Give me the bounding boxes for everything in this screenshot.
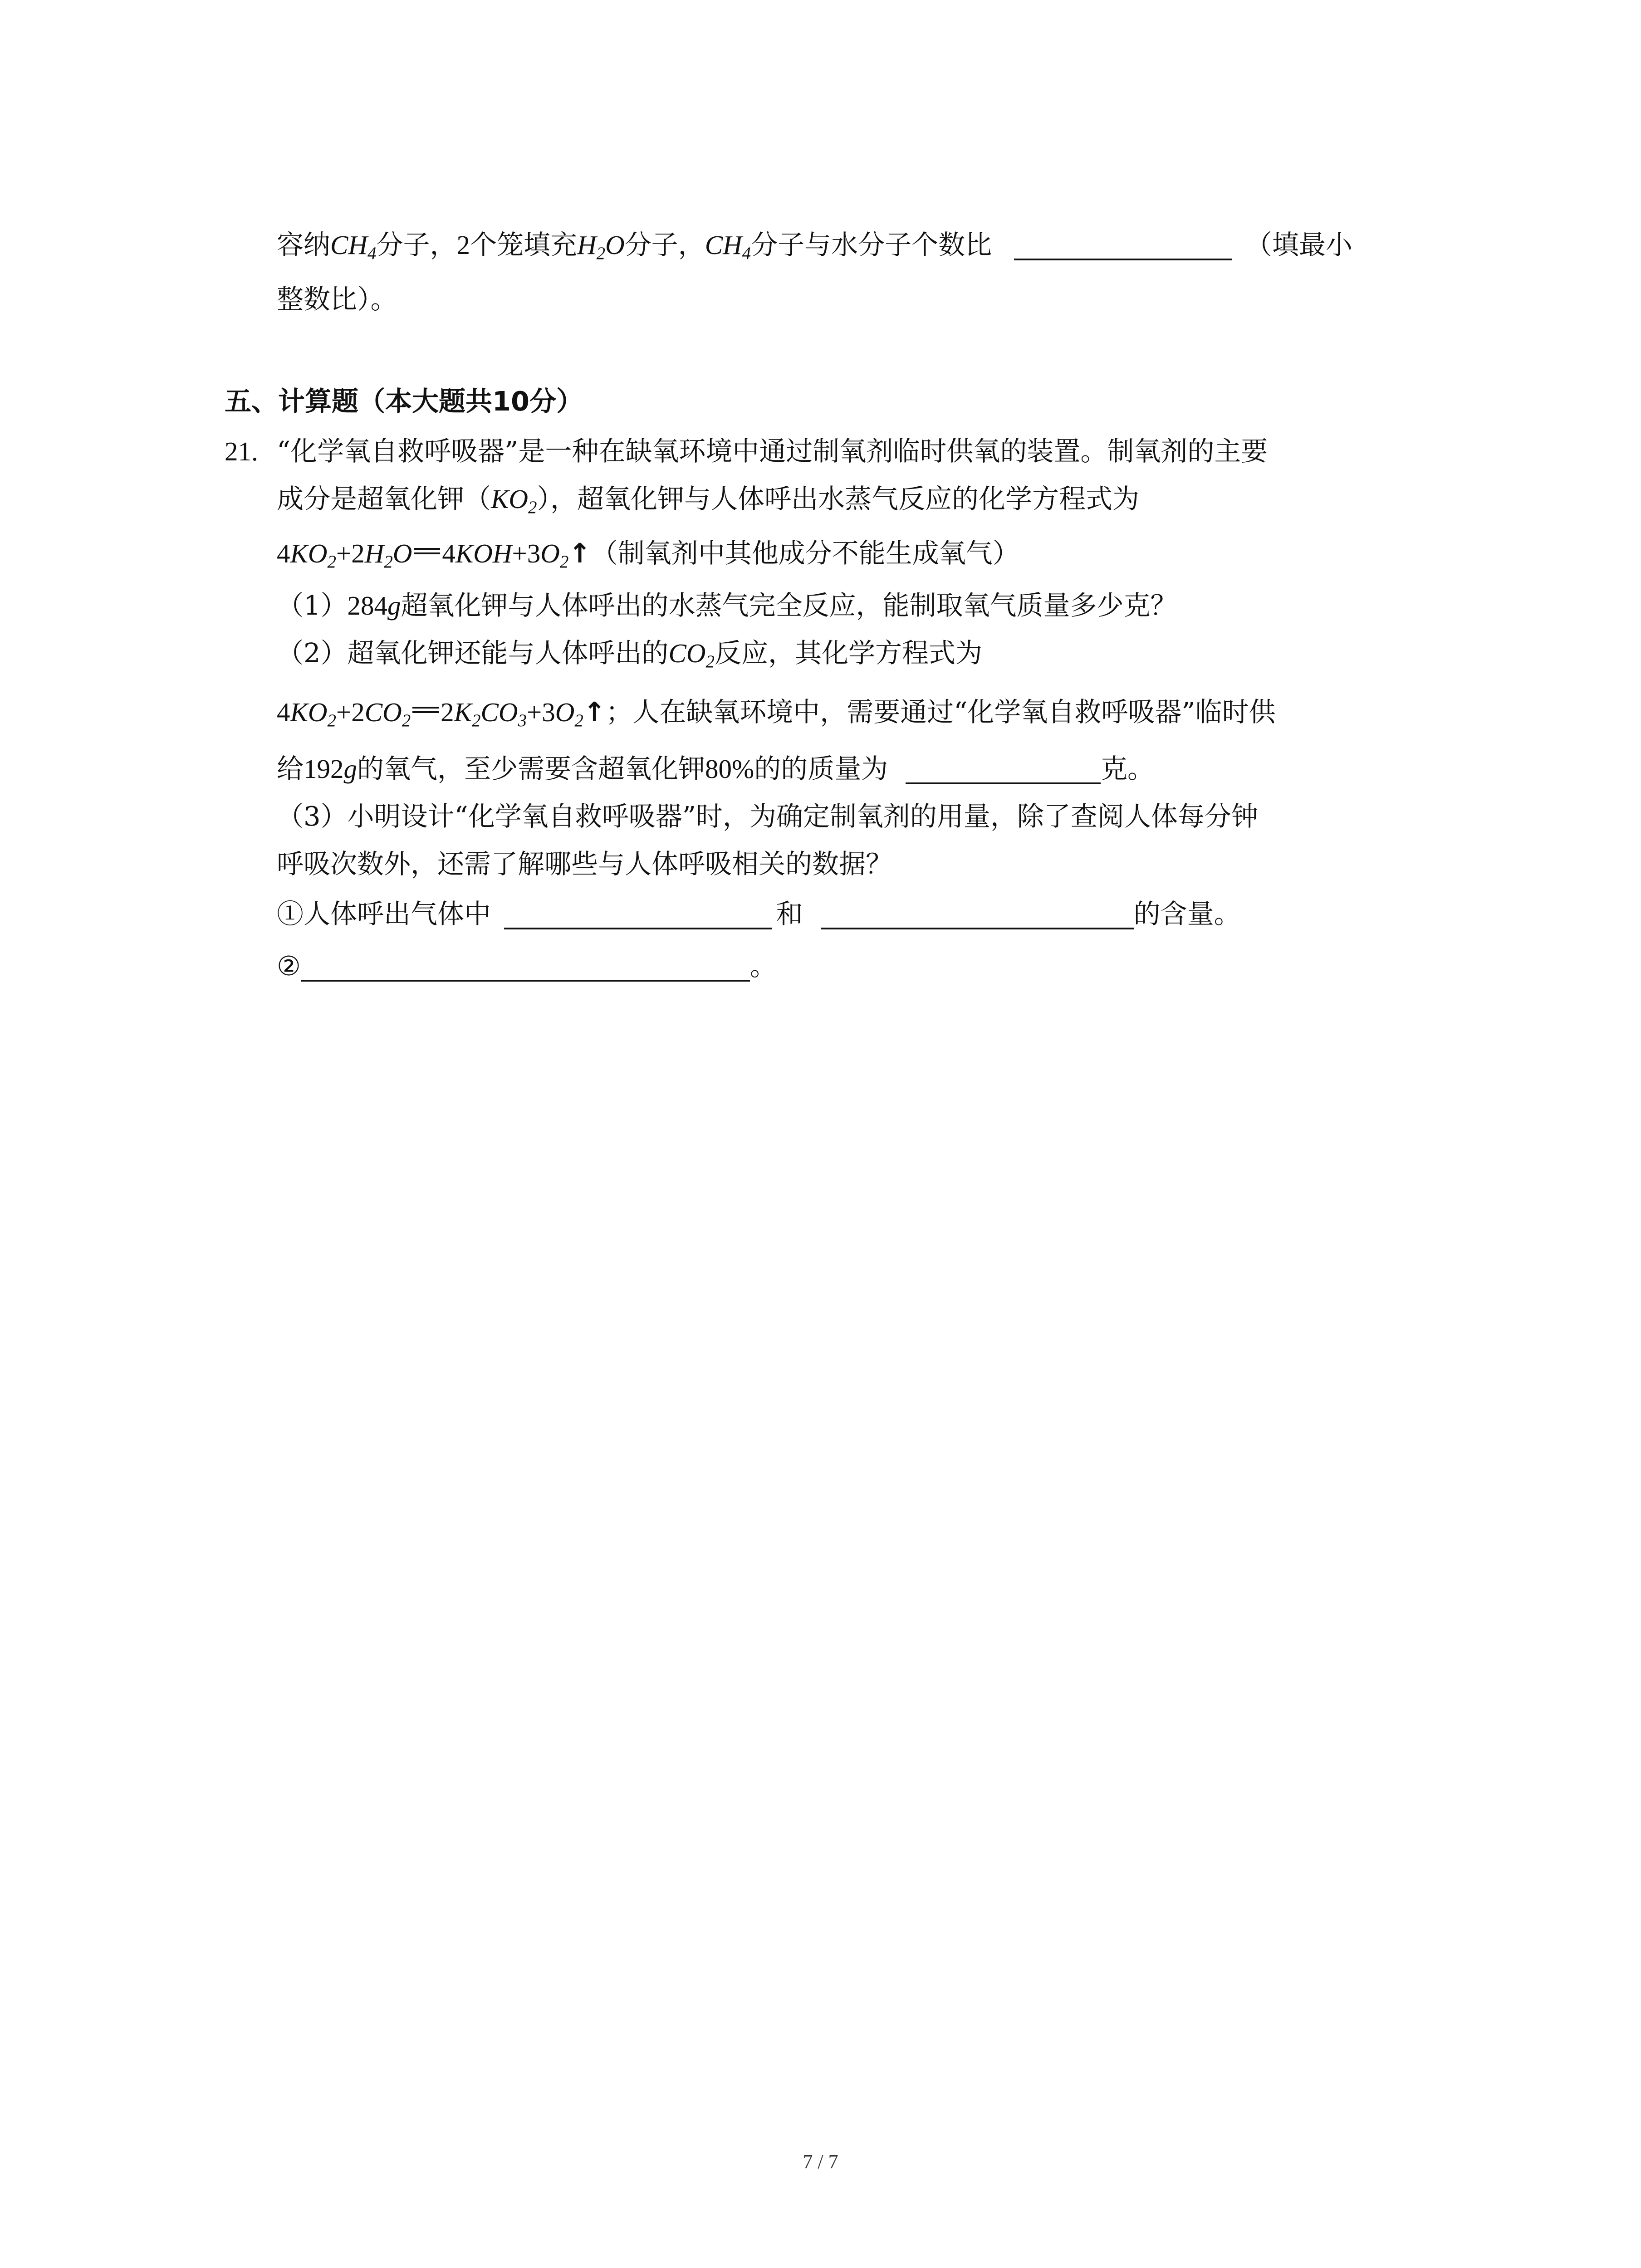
q21-part-1 <box>277 587 1177 624</box>
answer-blank-gas-2[interactable] <box>821 899 1134 929</box>
text: （2）超氧化钾还能与人体呼出的 <box>277 637 669 669</box>
text: 超氧化钾与人体呼出的水蒸气完全反应，能制取氧气质量多少克？ <box>401 590 1177 621</box>
formula-o2: $O_2$ <box>540 538 569 572</box>
text: ①人体呼出气体中 <box>277 898 491 929</box>
subscript: 4 <box>742 243 751 263</box>
formula-co2: $CO_2$ <box>364 697 411 730</box>
section-title: 五、计算题（本大题共10分） <box>225 386 583 417</box>
text: 的含量。 <box>1133 898 1241 929</box>
q21-part-2-line-3 <box>277 751 1154 787</box>
equals-sign <box>412 707 439 713</box>
q21-part-3-line-2: 呼吸次数外，还需了解哪些与人体呼吸相关的数据？ <box>277 848 893 880</box>
equation-1 <box>277 535 1019 572</box>
q21-part-2-line-1 <box>277 635 982 671</box>
question-number: 21. <box>225 436 258 466</box>
plus: +2 <box>336 697 365 727</box>
number: 192 <box>304 754 344 784</box>
plus: +3 <box>512 538 541 568</box>
unit: g <box>343 754 358 784</box>
text: 克。 <box>1100 753 1154 784</box>
equation-2 <box>277 694 1276 730</box>
formula-h2o <box>577 230 625 263</box>
text: （制氧剂中其他成分不能生成氧气） <box>591 538 1019 569</box>
text: 容纳 <box>277 229 331 260</box>
formula-ko2: $KO_2$ <box>290 697 336 730</box>
formula-part: O <box>605 230 625 260</box>
text: 整数比）。 <box>277 284 397 315</box>
text: 分子与水分子个数比 <box>751 229 992 260</box>
text: 。 <box>749 950 777 982</box>
formula-part: CH <box>330 230 367 260</box>
equals-sign <box>414 548 440 554</box>
text: 分子， <box>376 229 457 260</box>
text: （1） <box>277 590 348 621</box>
equation-term: 4 <box>277 697 290 727</box>
formula-o2: $O_2$ <box>555 697 583 730</box>
formula-k2co3: $K_2CO_3$ <box>454 697 527 730</box>
text: （填最小 <box>1245 229 1352 260</box>
plus: +3 <box>526 697 555 727</box>
gas-arrow-icon: ↑ <box>583 696 606 728</box>
equation-term: 2 <box>441 697 454 727</box>
continuation-line-2 <box>277 281 397 318</box>
text: 反应，其化学方程式为 <box>714 637 982 669</box>
text: 和 <box>776 898 803 929</box>
formula-co2: $CO_2$ <box>668 638 715 671</box>
number: 284 <box>347 591 388 621</box>
answer-blank-mass[interactable] <box>906 753 1101 784</box>
formula-ch4 <box>330 230 377 263</box>
percentage: 80% <box>705 754 754 784</box>
formula-ch4 <box>705 230 751 263</box>
text: 个笼填充 <box>470 229 577 260</box>
q21-intro-line-2 <box>277 481 1139 517</box>
text: ；人在缺氧环境中，需要通过“化学氧自救呼吸器”临时供 <box>606 696 1276 728</box>
subscript: 4 <box>367 243 377 263</box>
text: 成分是超氧化钾（ <box>277 483 491 514</box>
continuation-line-1 <box>277 227 1352 263</box>
text: 给 <box>277 753 304 784</box>
number: 2 <box>456 230 470 260</box>
formula-part: CH <box>705 230 742 260</box>
q21-part-3-line-1: （3）小明设计“化学氧自救呼吸器”时，为确定制氧剂的用量，除了查阅人体每分钟 <box>277 801 1258 832</box>
formula-ko2: $KO_2$ <box>290 538 336 572</box>
answer-blank-ratio[interactable] <box>1014 230 1232 260</box>
equation-term: 4 <box>277 538 290 568</box>
answer-blank-gas-1[interactable] <box>504 899 772 929</box>
text: 分子， <box>624 229 705 260</box>
q21-part-3-sub-1 <box>277 896 1241 932</box>
text: ），超氧化钾与人体呼出水蒸气反应的化学方程式为 <box>537 483 1139 514</box>
answer-blank-data[interactable] <box>301 951 750 982</box>
text: 的氧气，至少需要含超氧化钾 <box>357 753 705 784</box>
formula-part: H <box>577 230 597 260</box>
plus: +2 <box>336 538 365 568</box>
q21-intro-line-1: “化学氧自救呼吸器”是一种在缺氧环境中通过制氧剂临时供氧的装置。制氧剂的主要 <box>277 435 1268 467</box>
q21-part-3-sub-2 <box>277 948 777 984</box>
text: ② <box>277 950 301 982</box>
gas-arrow-icon: ↑ <box>568 538 591 569</box>
page-number: 7 / 7 <box>803 2151 838 2173</box>
formula-ko2: $KO_2$ <box>491 484 537 517</box>
subscript: 2 <box>596 243 606 263</box>
equation-term: 4 <box>442 538 456 568</box>
formula-koh: KOH <box>455 538 512 568</box>
formula-h2o: $H_2O$ <box>364 538 412 572</box>
text: 的的质量为 <box>754 753 888 784</box>
unit: g <box>387 591 401 621</box>
